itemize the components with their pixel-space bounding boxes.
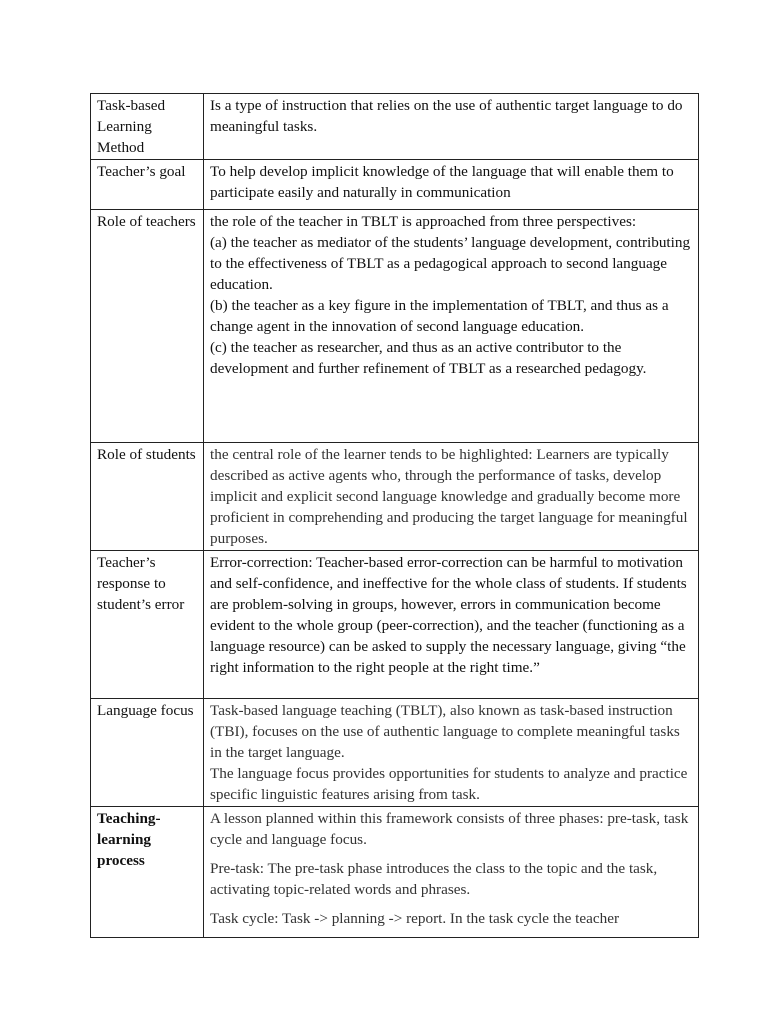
row-content-paragraph: Pre-task: The pre-task phase introduces the class to the topic and the task, activating topic-related words and phrases. [210, 860, 658, 898]
table-row [91, 699, 699, 807]
row-content-paragraph: Task cycle: Task -> planning -> report. In the task cycle the teacher [210, 910, 620, 927]
row-label: Role of teachers [91, 210, 204, 443]
row-content [204, 210, 699, 443]
row-content [204, 807, 699, 938]
row-content-paragraph: Error-correction: Teacher-based error-correction can be harmful to motivation and self-confidence, and ineffective for the whole class of students. If students are problem-solving in groups, however, errors in communication become evident to the whole group (peer-correction), and the teacher (functioning as a language resource) can be asked to supply the necessary language, giving “the right information to the right people at the right time.” [210, 554, 687, 676]
row-label: Task-based Learning Method [91, 94, 204, 160]
row-content [204, 551, 699, 699]
row-content-paragraph: the central role of the learner tends to be highlighted: Learners are typically described as active agents who, through the performance of tasks, develop implicit and explicit second language knowledge and gradually become more proficient in comprehending and producing the target language for meaningful purposes. [210, 446, 688, 547]
table-row [91, 551, 699, 699]
row-content-paragraph: (a) the teacher as mediator of the students’ language development, contributing to the effectiveness of TBLT as a pedagogical approach to second language education. [210, 234, 691, 293]
row-content [204, 94, 699, 160]
row-label: Role of students [91, 443, 204, 551]
row-content-paragraph: A lesson planned within this framework consists of three phases: pre-task, task cycle and language focus. [210, 810, 689, 848]
row-content-paragraph: To help develop implicit knowledge of the language that will enable them to participate easily and naturally in communication [210, 163, 674, 201]
row-content-paragraph: The language focus provides opportunities for students to analyze and practice specific linguistic features arising from task. [210, 765, 688, 803]
row-content-paragraph: (c) the teacher as researcher, and thus as an active contributor to the development and further refinement of TBLT as a researched pedagogy. [210, 339, 647, 377]
row-content-paragraph: Task-based language teaching (TBLT), also known as task-based instruction (TBI), focuses on the use of authentic language to complete meaningful tasks in the target language. [210, 702, 680, 761]
table-row [91, 807, 699, 938]
table-row [91, 160, 699, 210]
row-content [204, 443, 699, 551]
row-content-paragraph: the role of the teacher in TBLT is approached from three perspectives: [210, 213, 637, 230]
row-label: Teaching-learning process [91, 807, 204, 938]
table-row [91, 210, 699, 443]
row-label: Language focus [91, 699, 204, 807]
row-content [204, 699, 699, 807]
row-content-paragraph: Is a type of instruction that relies on the use of authentic target language to do meaningful tasks. [210, 97, 683, 135]
row-content [204, 160, 699, 210]
table-row [91, 443, 699, 551]
table-row [91, 94, 699, 160]
row-content-paragraph: (b) the teacher as a key figure in the implementation of TBLT, and thus as a change agent in the innovation of second language education. [210, 297, 669, 335]
row-label: Teacher’s response to student’s error [91, 551, 204, 699]
tblt-table [90, 93, 699, 938]
row-label: Teacher’s goal [91, 160, 204, 210]
